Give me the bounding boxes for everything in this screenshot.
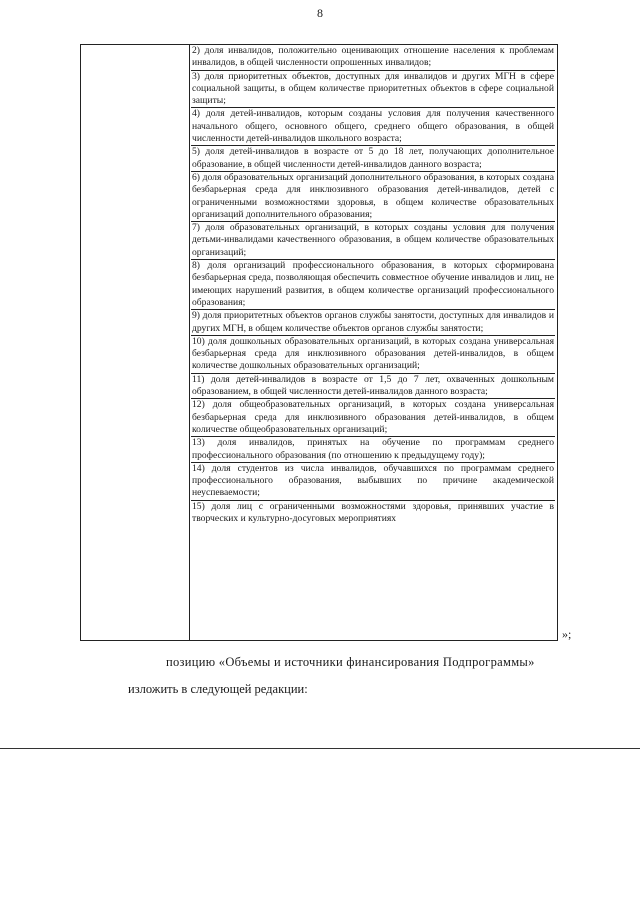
body-paragraph: позицию «Объемы и источники финансирования Подпрограммы» <box>166 655 535 669</box>
body-paragraph: изложить в следующей редакции: <box>128 682 308 696</box>
indicator-item: 5) доля детей-инвалидов в возрасте от 5 до 18 лет, получающих дополнительное образование, в общей численности детей-инвалидов данного возраста; <box>191 146 555 172</box>
indicator-item: 12) доля общеобразовательных организаций, в которых создана универсальная безбарьерная среда для инклюзивного образования детей-инвалидов, в общем количестве общеобразовательных организаций; <box>191 399 555 437</box>
divider-line <box>0 748 640 749</box>
indicator-item: 15) доля лиц с ограниченными возможностями здоровья, принявших участие в творческих и культурно-досуговых мероприятиях <box>192 500 554 524</box>
indicator-item: 9) доля приоритетных объектов органов службы занятости, доступных для инвалидов и других МГН, в общем количестве объектов органов службы занятости; <box>191 310 555 336</box>
indicator-item: 10) доля дошкольных образовательных организаций, в которых создана универсальная безбарьерная среда для инклюзивного образования детей-инвалидов, в общем количестве дошкольных образовательных организаций; <box>191 336 555 374</box>
indicator-item: 2) доля инвалидов, положительно оценивающих отношение населения к проблемам инвалидов, в общей численности опрошенных инвалидов; <box>191 45 555 71</box>
column-divider <box>189 45 190 640</box>
indicator-item: 14) доля студентов из числа инвалидов, обучавшихся по программам среднего профессионального образования, выбывших по причине академической неуспеваемости; <box>191 463 555 501</box>
indicator-item: 4) доля детей-инвалидов, которым созданы условия для получения качественного начального общего, основного общего, среднего общего образования, в общей численности детей-инвалидов школьного возраста; <box>191 108 555 146</box>
closing-quote: »; <box>562 627 572 641</box>
indicator-item: 11) доля детей-инвалидов в возрасте от 1,5 до 7 лет, охваченных дошкольным образованием, в общей численности детей-инвалидов данного возраста; <box>191 374 555 400</box>
indicator-item: 8) доля организаций профессионального образования, в которых сформирована безбарьерная среда, позволяющая обеспечить совместное обучение инвалидов и лиц, не имеющих нарушений развития, в общем количестве организаций профессионального образования; <box>191 260 555 310</box>
indicator-item: 6) доля образовательных организаций дополнительного образования, в которых создана безбарьерная среда для инклюзивного образования детей-инвалидов, детей с ограниченными возможностями здоровья, в общем количестве образовательных организаций дополнительного образования; <box>191 172 555 222</box>
indicators-cell <box>191 45 555 640</box>
page-number: 8 <box>317 6 323 20</box>
indicators-table <box>80 44 558 641</box>
indicator-item: 13) доля инвалидов, принятых на обучение по программам среднего профессионального образования (по отношению к предыдущему году); <box>191 437 555 463</box>
indicator-item: 3) доля приоритетных объектов, доступных для инвалидов и других МГН в сфере социальной защиты, в общем количестве приоритетных объектов в сфере социальной защиты; <box>191 71 555 109</box>
indicator-item: 7) доля образовательных организаций, в которых созданы условия для получения детьми-инвалидами качественного образования, в общем количестве образовательных организаций; <box>191 222 555 260</box>
